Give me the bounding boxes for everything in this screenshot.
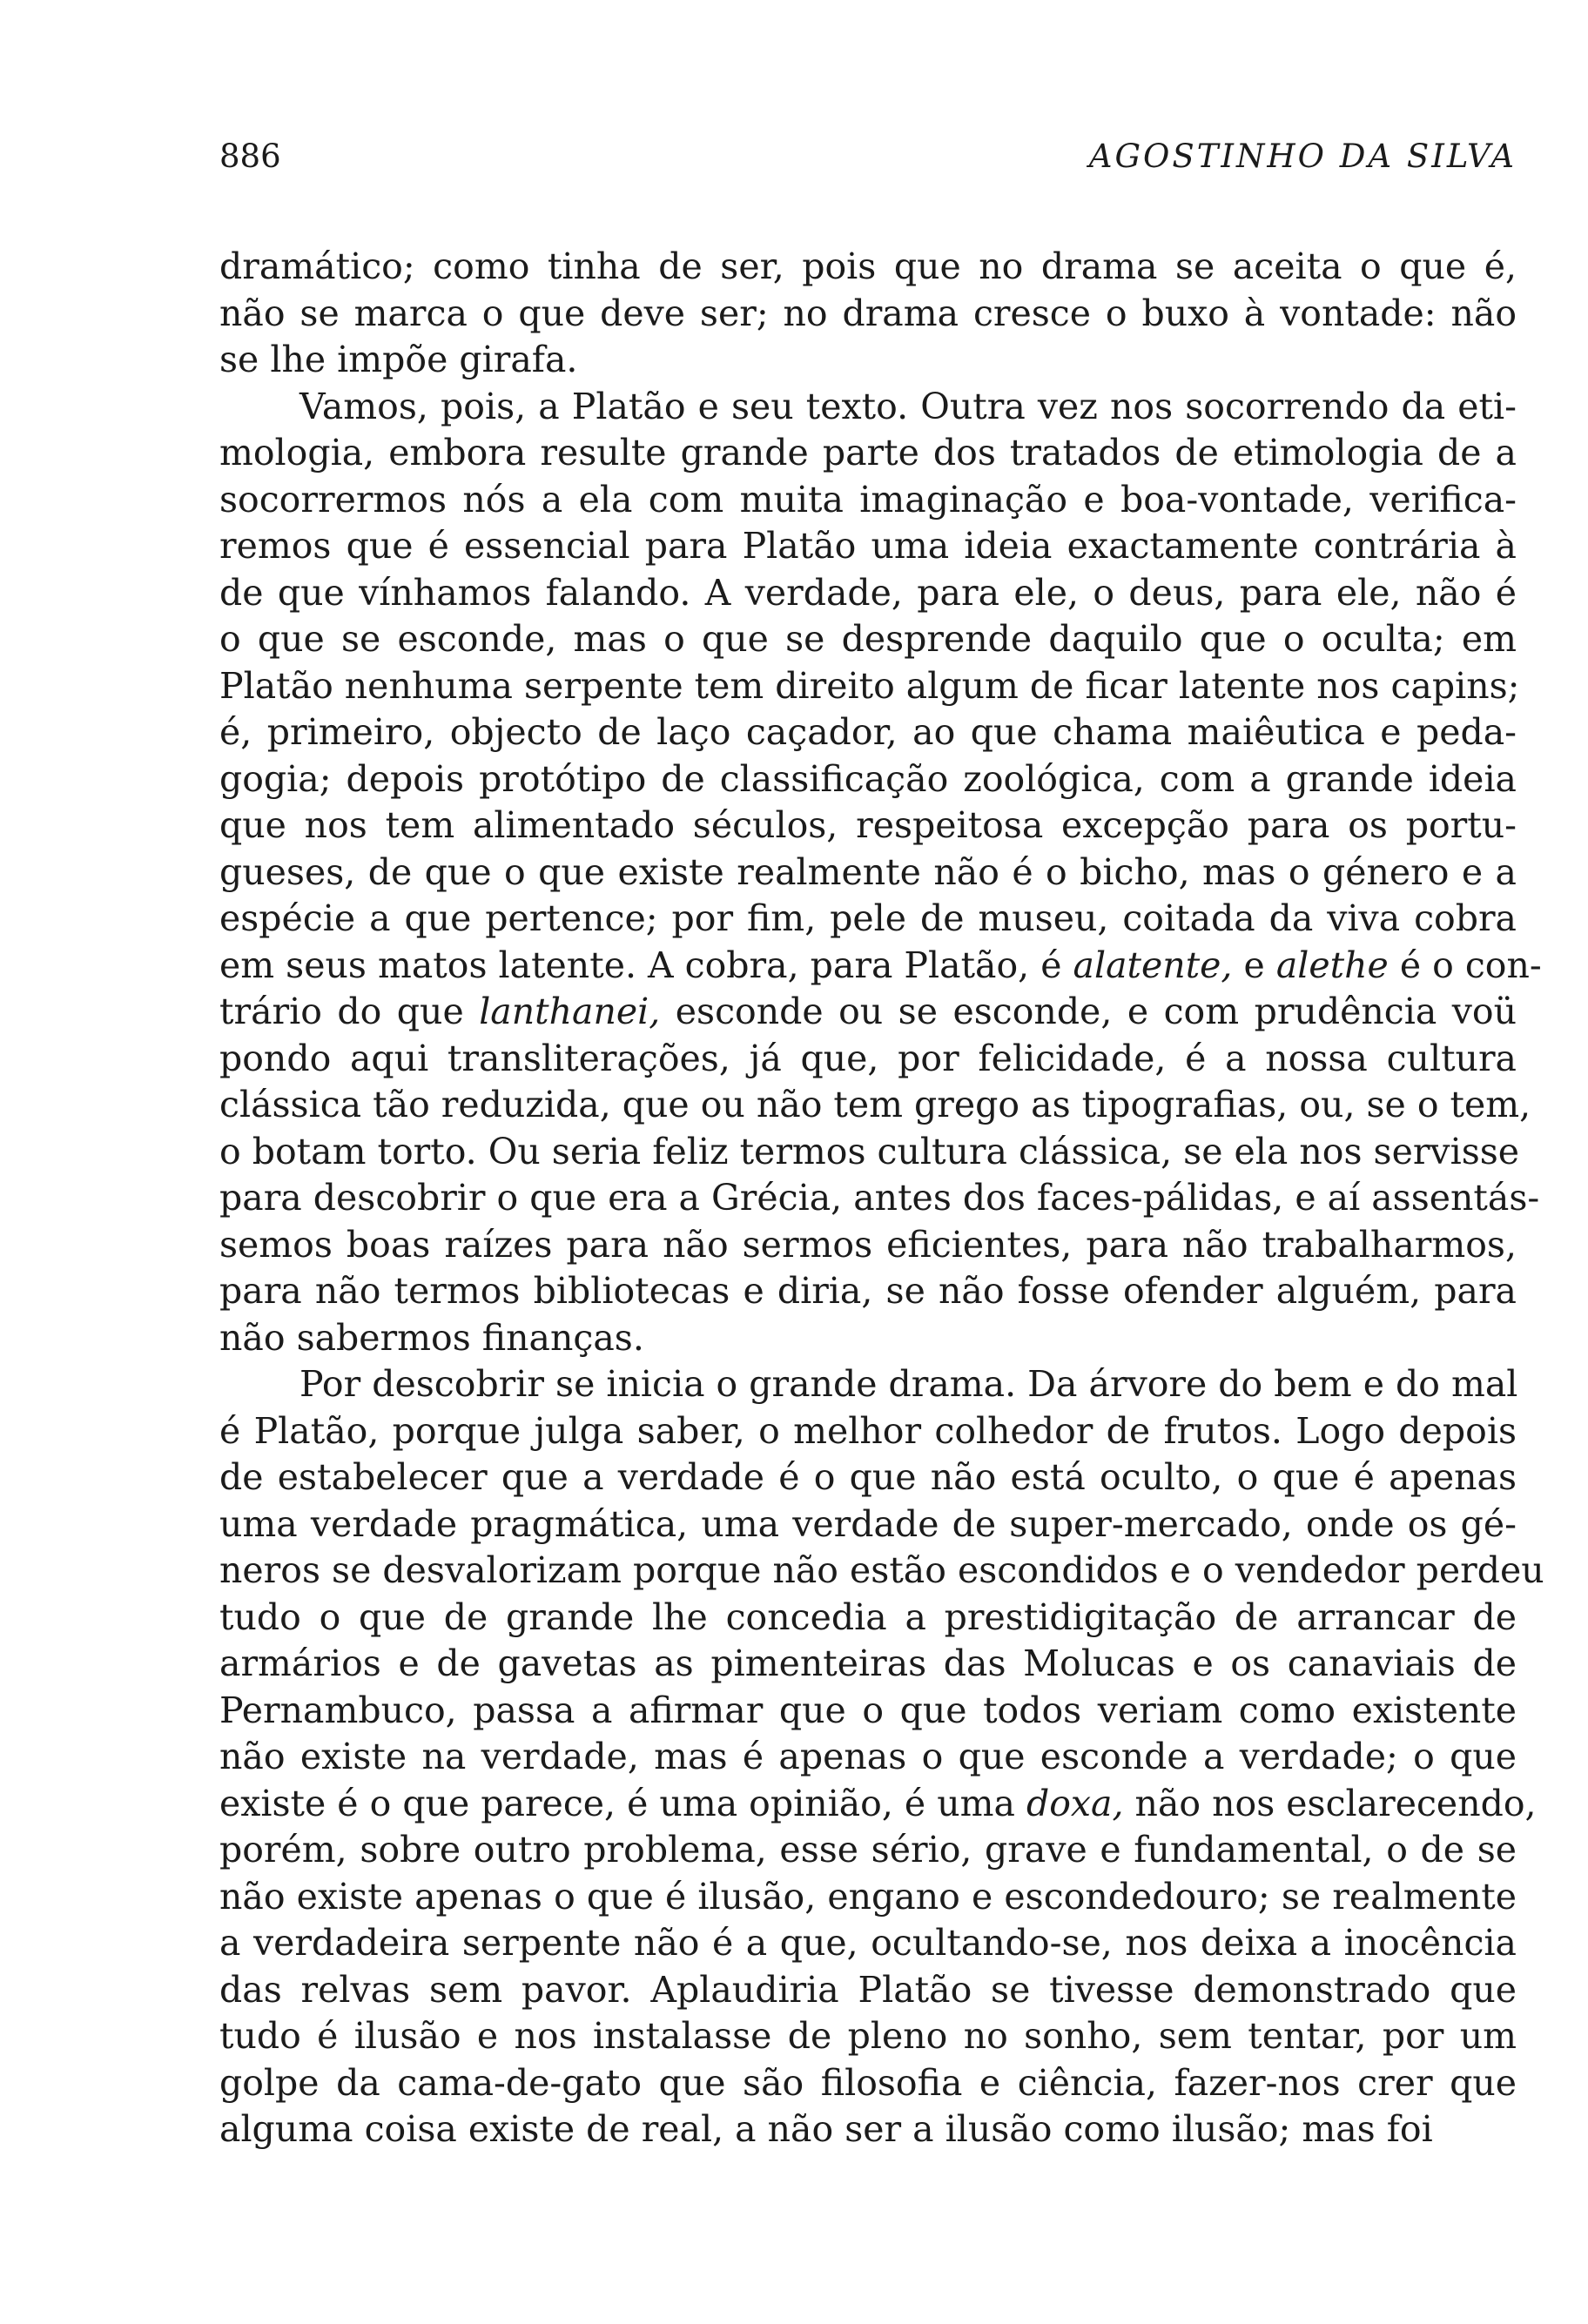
italic-term: alatente, xyxy=(1073,944,1233,986)
italic-term: doxa, xyxy=(1026,1782,1124,1824)
text-run: trário do que xyxy=(219,991,480,1032)
text-line xyxy=(219,1920,1517,1967)
text-run: em seus matos latente. A cobra, para Platão, é xyxy=(219,944,1073,986)
text-line xyxy=(219,803,1517,850)
page-number: 886 xyxy=(219,138,281,175)
text-run: para descobrir o que era a Grécia, antes dos faces-pálidas, e aí assentás- xyxy=(219,1177,1540,1219)
italic-term: alethe xyxy=(1275,944,1389,986)
text-run: semos boas raízes para não sermos eficientes, para não trabalharmos, xyxy=(219,1223,1517,1266)
text-line xyxy=(219,1967,1517,2014)
text-line xyxy=(219,523,1517,570)
paragraph xyxy=(219,1361,1544,2153)
text-run: Platão nenhuma serpente tem direito algum de ficar latente nos capins; xyxy=(219,664,1520,707)
text-line xyxy=(219,1874,1517,1921)
text-run: para não termos bibliotecas e diria, se não fosse ofender alguém, para xyxy=(219,1270,1517,1312)
text-run: alguma coisa existe de real, a não ser a ilusão como ilusão; mas foi xyxy=(219,2108,1433,2150)
text-line xyxy=(219,1641,1517,1688)
text-line xyxy=(219,1222,1517,1269)
text-run: não nos esclarecendo, xyxy=(1123,1782,1537,1824)
text-line xyxy=(219,1268,1517,1315)
paragraph xyxy=(219,244,1517,384)
text-line xyxy=(219,1781,1537,1828)
text-line xyxy=(219,943,1542,990)
text-line xyxy=(219,1408,1517,1455)
text-run: armários e de gavetas as pimenteiras das Molucas e os canaviais de xyxy=(219,1642,1517,1684)
text-line xyxy=(219,616,1517,663)
text-run: pondo aqui transliterações, já que, por felicidade, é a nossa cultura xyxy=(219,1037,1517,1079)
text-line xyxy=(219,663,1520,710)
text-run: gogia; depois protótipo de classificação zoológica, com a grande ideia xyxy=(219,757,1517,800)
text-line xyxy=(219,850,1517,897)
text-run: Por descobrir se inicia o grande drama. Da árvore do bem e do mal xyxy=(299,1363,1518,1405)
text-run: não se marca o que deve ser; no drama cresce o buxo à vontade: não xyxy=(219,292,1517,334)
text-line xyxy=(219,1175,1540,1222)
text-line xyxy=(219,244,1517,291)
text-line xyxy=(219,2060,1517,2107)
text-run: dramático; como tinha de ser, pois que no drama se aceita o que é, xyxy=(219,245,1517,287)
text-run: gueses, de que o que existe realmente não é o bicho, mas o género e a xyxy=(219,850,1517,893)
page-header xyxy=(219,138,1517,181)
text-line xyxy=(219,709,1517,756)
text-run: e xyxy=(1232,944,1276,986)
text-run: o botam torto. Ou seria feliz termos cultura clássica, se ela nos servisse xyxy=(219,1130,1520,1172)
body-text xyxy=(219,244,1544,2153)
text-run: socorrermos nós a ela com muita imaginação e boa-vontade, verifica- xyxy=(219,478,1517,521)
text-run: não existe apenas o que é ilusão, engano e escondedouro; se realmente xyxy=(219,1875,1517,1918)
text-line xyxy=(219,291,1517,338)
text-line xyxy=(219,1036,1517,1083)
text-run: de estabelecer que a verdade é o que não está oculto, o que é apenas xyxy=(219,1456,1517,1498)
text-line xyxy=(219,2106,1517,2153)
italic-term: lanthanei, xyxy=(479,991,661,1032)
text-run: Pernambuco, passa a afirmar que o que todos veriam como existente xyxy=(219,1689,1517,1731)
text-run: mologia, embora resulte grande parte dos tratados de etimologia de a xyxy=(219,432,1517,474)
text-run: das relvas sem pavor. Aplaudiria Platão se tivesse demonstrado que xyxy=(219,1968,1517,2011)
text-run: é Platão, porque julga saber, o melhor colhedor de frutos. Logo depois xyxy=(219,1409,1517,1452)
text-run: existe é o que parece, é uma opinião, é uma xyxy=(219,1782,1026,1824)
text-line xyxy=(219,2013,1517,2060)
text-run: espécie a que pertence; por fim, pele de museu, coitada da viva cobra xyxy=(219,897,1517,939)
text-run: o que se esconde, mas o que se desprende daquilo que o oculta; em xyxy=(219,618,1517,660)
text-run: remos que é essencial para Platão uma ideia exactamente contrária à xyxy=(219,525,1517,567)
text-line xyxy=(219,1548,1544,1595)
text-run: de que vínhamos falando. A verdade, para ele, o deus, para ele, não é xyxy=(219,571,1517,614)
running-head: AGOSTINHO DA SILVA xyxy=(1088,138,1517,175)
text-line xyxy=(219,1361,1517,1408)
text-line xyxy=(219,896,1517,943)
text-run: a verdadeira serpente não é a que, ocultando-se, nos deixa a inocência xyxy=(219,1922,1517,1964)
text-line xyxy=(219,1688,1517,1735)
text-run: neros se desvalorizam porque não estão escondidos e o vendedor perdeu xyxy=(219,1549,1544,1591)
text-line xyxy=(219,756,1517,803)
text-run: tudo é ilusão e nos instalasse de pleno no sonho, sem tentar, por um xyxy=(219,2015,1517,2057)
text-line xyxy=(219,570,1517,617)
text-line xyxy=(219,1454,1517,1501)
text-run: é o con- xyxy=(1388,944,1542,986)
text-run: se lhe impõe girafa. xyxy=(219,339,578,380)
text-line xyxy=(219,1595,1517,1642)
text-line xyxy=(219,384,1517,431)
text-line xyxy=(219,1734,1517,1781)
text-line xyxy=(219,1501,1517,1548)
text-line xyxy=(219,1082,1531,1129)
text-run: uma verdade pragmática, uma verdade de super-mercado, onde os gé- xyxy=(219,1502,1517,1545)
text-run: não existe na verdade, mas é apenas o que esconde a verdade; o que xyxy=(219,1736,1517,1777)
text-run: esconde ou se esconde, e com prudência voü xyxy=(660,991,1517,1032)
paragraph xyxy=(219,384,1542,1362)
text-run: clássica tão reduzida, que ou não tem grego as tipografias, ou, se o tem, xyxy=(219,1084,1531,1125)
text-line xyxy=(219,989,1517,1036)
text-run: que nos tem alimentado séculos, respeitosa excepção para os portu- xyxy=(219,804,1517,846)
text-line xyxy=(219,1827,1517,1874)
text-line xyxy=(219,337,1517,384)
text-run: golpe da cama-de-gato que são filosofia e ciência, fazer-nos crer que xyxy=(219,2061,1517,2104)
text-run: é, primeiro, objecto de laço caçador, ao que chama maiêutica e peda- xyxy=(219,711,1517,753)
text-line xyxy=(219,430,1517,477)
text-run: tudo o que de grande lhe concedia a prestidigitação de arrancar de xyxy=(219,1595,1517,1638)
text-run: não sabermos finanças. xyxy=(219,1316,644,1359)
text-line xyxy=(219,477,1517,524)
text-run: porém, sobre outro problema, esse sério, grave e fundamental, o de se xyxy=(219,1829,1517,1871)
text-line xyxy=(219,1129,1520,1176)
text-line xyxy=(219,1315,1517,1362)
text-run: Vamos, pois, a Platão e seu texto. Outra vez nos socorrendo da eti- xyxy=(299,385,1517,427)
